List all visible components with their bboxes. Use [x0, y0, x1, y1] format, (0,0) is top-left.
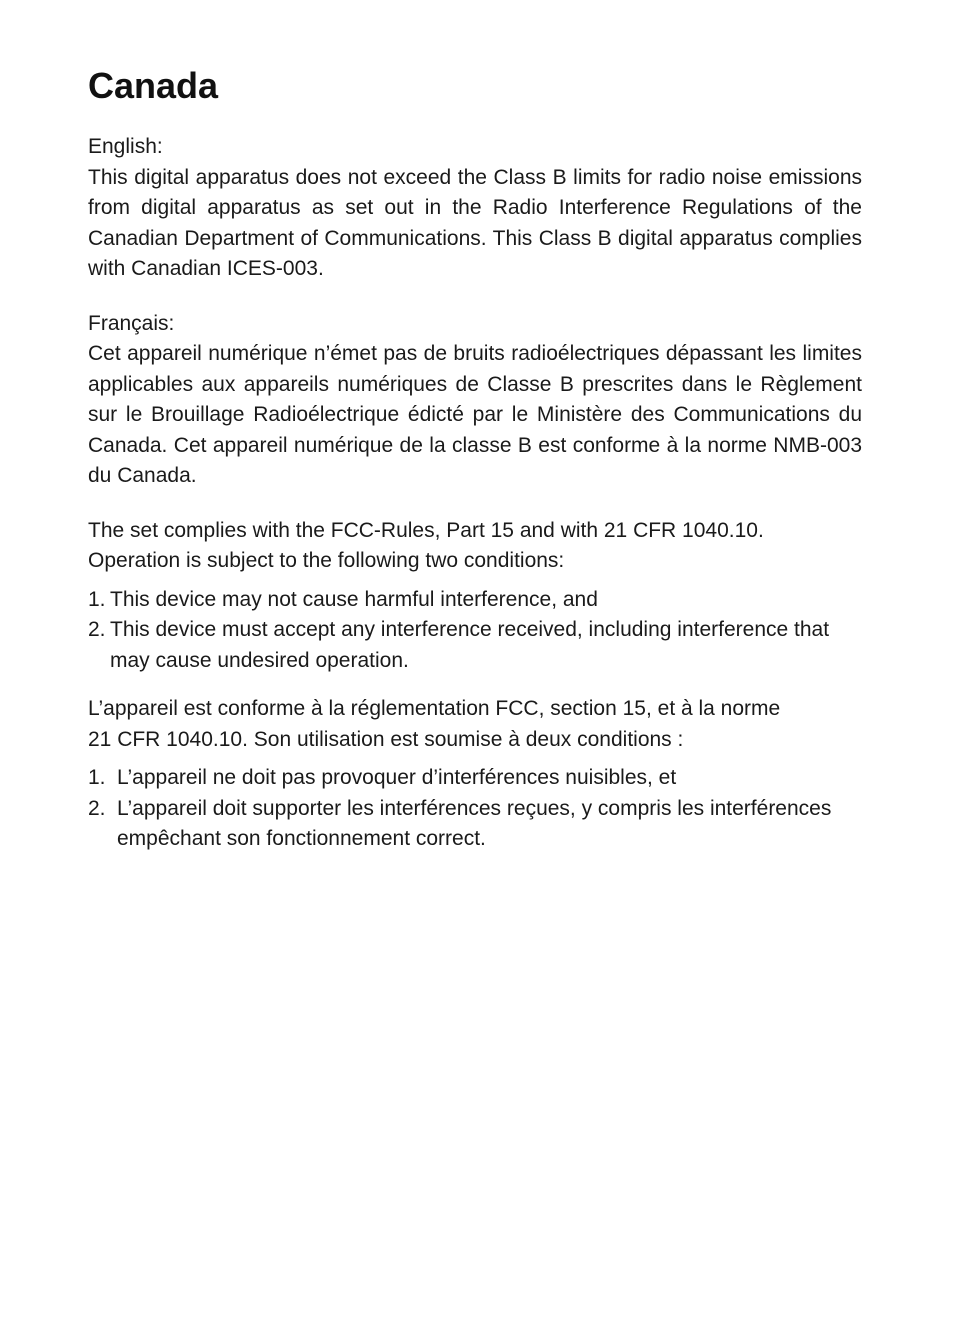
list-item: [88, 585, 862, 616]
english-paragraph: This digital apparatus does not exceed the Class B limits for radio noise emissions from digital apparatus as set out in the Radio Interference Regulations of the Canadian Department of Communications. This Class B digital apparatus complies with Canadian ICES-003.: [88, 165, 862, 280]
fcc-english-heading-line-2: Operation is subject to the following two conditions:: [88, 549, 565, 572]
list-item: [88, 763, 862, 794]
fcc-english-section: [88, 516, 862, 677]
document-page: [88, 62, 862, 873]
fcc-english-conditions-list: [88, 585, 862, 677]
list-item-number: 1.: [88, 587, 106, 611]
french-section: [88, 309, 862, 492]
fcc-french-heading: [88, 694, 862, 755]
list-item-number: 1.: [88, 766, 106, 789]
fcc-french-heading-line-2: 21 CFR 1040.10. Son utilisation est soumise à deux conditions :: [88, 727, 684, 751]
page-title: Canada: [88, 65, 219, 106]
list-item-text: This device may not cause harmful interference, and: [110, 587, 598, 611]
list-item-number: 2.: [88, 618, 106, 641]
fcc-english-heading-line-1: The set complies with the FCC-Rules, Part 15 and with 21 CFR 1040.10.: [88, 518, 764, 542]
list-item: [88, 615, 862, 676]
list-item-text: L’appareil doit supporter les interférences reçues, y compris les interférences empêchant son fonctionnement correct.: [117, 796, 832, 850]
fcc-french-heading-line-1: L’appareil est conforme à la réglementation FCC, section 15, et à la norme: [88, 697, 781, 720]
english-section: [88, 132, 862, 285]
english-label: English:: [88, 135, 163, 158]
list-item-text: This device must accept any interference received, including interference that may cause undesired operation.: [110, 618, 830, 672]
list-item-number: 2.: [88, 796, 106, 820]
fcc-english-heading: [88, 516, 862, 577]
french-paragraph: Cet appareil numérique n’émet pas de bruits radioélectriques dépassant les limites applicables aux appareils numériques de Classe B prescrites dans le Règlement sur le Brouillage Radioélectrique édicté par le Ministère des Communications du Canada. Cet appareil numérique de la classe B est conforme à la norme NMB-003 du Canada.: [88, 342, 862, 487]
list-item: [88, 794, 862, 855]
french-label: Français:: [88, 311, 175, 335]
fcc-french-conditions-list: [88, 763, 862, 855]
fcc-french-section: [88, 694, 862, 855]
list-item-text: L’appareil ne doit pas provoquer d’interférences nuisibles, et: [117, 766, 677, 789]
